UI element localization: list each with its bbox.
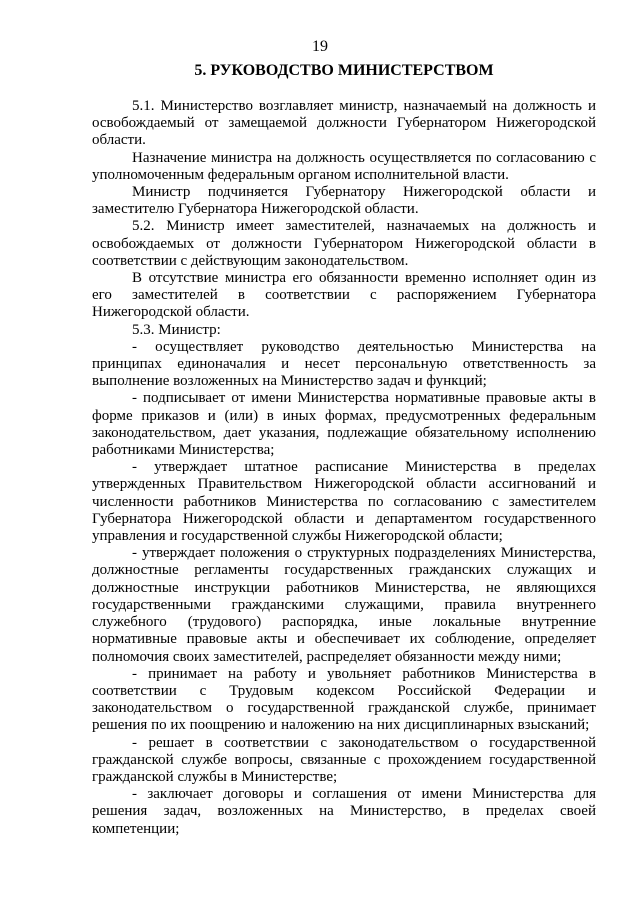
paragraph-absence: В отсутствие министра его обязанности временно исполняет один из его заместителей в соответствии с распоряжением Губернатора Нижегородской области. [92,270,596,321]
paragraph-subordination: Министр подчиняется Губернатору Нижегородской области и заместителю Губернатора Нижегородской области. [92,184,596,218]
paragraph-5-1: 5.1. Министерство возглавляет министр, назначаемый на должность и освобождаемый от замещаемой должности Губернатором Нижегородской области. [92,98,596,149]
page-number: 19 [312,38,328,55]
document-body [92,98,596,838]
list-item-hiring: - принимает на работу и увольняет работников Министерства в соответствии с Трудовым кодексом Российской Федерации и законодательством о государственной гражданской службе, принимает решения по их поощрению и наложению на них дисциплинарных взысканий; [92,665,596,734]
list-item-staffing: - утверждает штатное расписание Министерства в пределах утвержденных Правительством Нижегородской области ассигнований и численности работников Министерства по согласованию с заместителем Губернатора Нижегородской области и департаментом государственного управления и государственной службы Нижегородской области; [92,459,596,545]
list-item-agreements: - заключает договоры и соглашения от имени Министерства для решения задач, возложенных на Министерство, в пределах своей компетенции; [92,786,596,837]
paragraph-appointment: Назначение министра на должность осуществляется по согласованию с уполномоченным федеральным органом исполнительной власти. [92,149,596,183]
paragraph-5-2: 5.2. Министр имеет заместителей, назначаемых на должность и освобождаемых от должности Губернатором Нижегородской области в соответствии с действующим законодательством. [92,218,596,269]
paragraph-5-3: 5.3. Министр: [132,321,221,338]
list-item-civil-service: - решает в соответствии с законодательством о государственной гражданской службе вопросы, связанные с прохождением государственной гражданской службы в Министерстве; [92,734,596,785]
section-heading: 5. РУКОВОДСТВО МИНИСТЕРСТВОМ [194,62,494,79]
list-item-regulations: - утверждает положения о структурных подразделениях Министерства, должностные регламенты государственных гражданских служащих и должностные инструкции работников Министерства, не являющихся государственными гражданскими служащими, правила внутреннего служебного (трудового) распорядка, иные локальные внутренние нормативные правовые акты и обеспечивает их соблюдение, определяет полномочия своих заместителей, распределяет обязанности между ними; [92,545,596,665]
list-item-leadership: - осуществляет руководство деятельностью Министерства на принципах единоначалия и несет персональную ответственность за выполнение возложенных на Министерство задач и функций; [92,338,596,390]
list-item-signing: - подписывает от имени Министерства нормативные правовые акты в форме приказов и (или) в иных формах, предусмотренных федеральным законодательством, дает указания, подлежащие обязательному исполнению работниками Министерства; [92,390,596,459]
